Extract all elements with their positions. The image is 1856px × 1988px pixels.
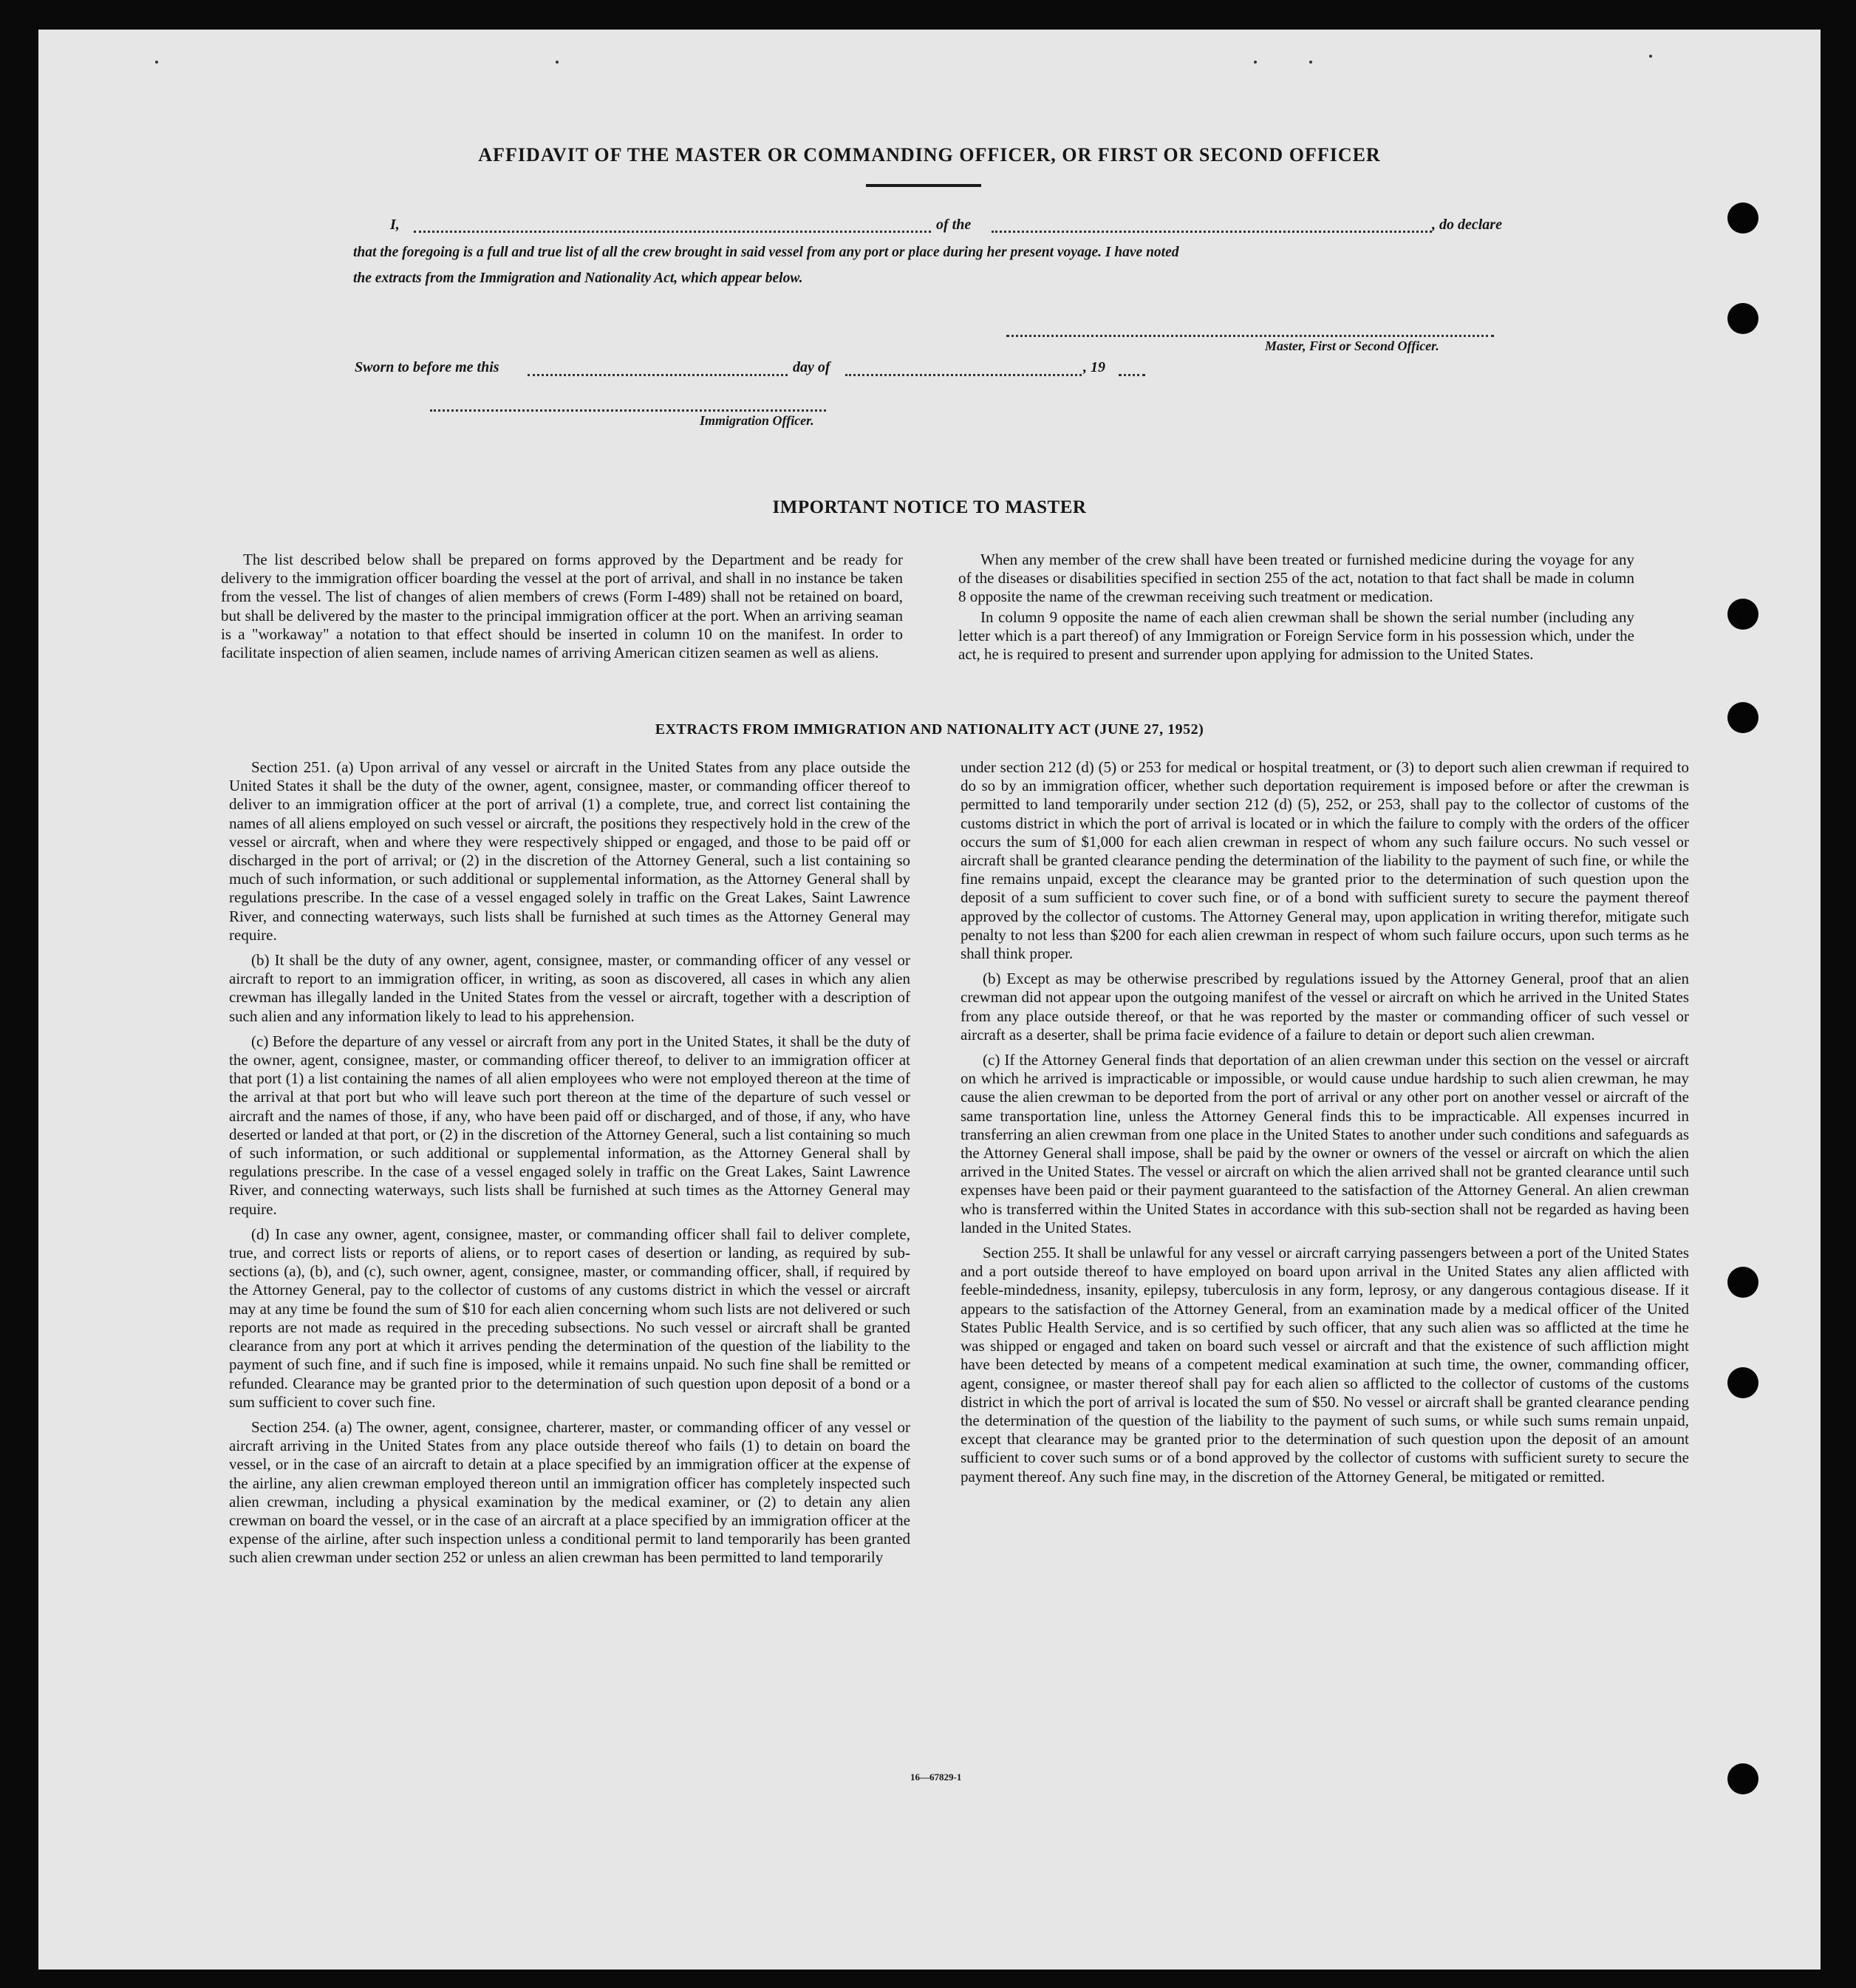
notice-title: IMPORTANT NOTICE TO MASTER (772, 497, 1087, 517)
affidavit-declare-label: , do declare (1432, 217, 1502, 233)
affidavit-statement-cont: the extracts from the Immigration and Nationality Act, which appear below. (353, 270, 803, 286)
extract-paragraph: Section 255. It shall be unlawful for any vessel or aircraft carrying passengers between a port of the United States and a port outside thereof to have employed on board upon arrival in the United States any alien afflicted with feeble-mindedness, insanity, epilepsy, tuberculosis in any form, leprosy, or any dangerous contagious disease. If it appears to the satisfaction of the Attorney General, from an examination made by a medical officer of the United States Public Health Service, and is so certified by such officer, that any such alien was so afflicted at the time he was shipped or engaged and taken on board such vessel or aircraft and that the existence of such affliction might have been detected by means of a competent medical examination at such time, the owner, commanding officer, agent, consignee, or master thereof shall pay for each alien so afflicted to the collector of customs of the customs district in which the port of arrival is located the sum of $50. No vessel or aircraft shall be granted clearance pending the determination of the question of the liability to the payment of such sums, or while such sums remain unpaid, except that clearance may be granted prior to the determination of such question upon the deposit of an amount sufficient to cover such sums or of a bond approved by the collector of customs with sufficient surety to secure the payment thereof. Any such fine may, in the discretion of the Attorney General, be mitigated or remitted. (961, 1244, 1689, 1485)
extract-paragraph: under section 212 (d) (5) or 253 for medical or hospital treatment, or (3) to deport such alien crewman if required to do so by an immigration officer, whether such deportation requirement is imposed before or after the crewman is permitted to land temporarily under section 212 (d) (5), 252, or 253, shall pay to the collector of customs of the customs district in which the port of arrival is located or in which the failure to comply with the orders of the officer occurs the sum of $1,000 for each alien crewman in respect of whom any such failure occurs. No such vessel or aircraft shall be granted clearance pending the determination of the liability to the payment of such fine, or while the fine remains unpaid, except the clearance may be granted prior to the determination of such question upon the deposit of a sum sufficient to cover such fine, or of a bond with sufficient surety to secure the payment thereof approved by the collector of customs. The Attorney General may, upon application in writing therefor, mitigate such penalty to not less than $200 for each alien crewman in respect of whom such failure occurs, upon such terms as he shall think proper. (961, 758, 1689, 963)
binder-hole (1727, 1763, 1758, 1794)
year-label: , 19 (1083, 359, 1105, 375)
notice-right-paragraph-1: When any member of the crew shall have been treated or furnished medicine during the voyage for any of the diseases or disabilities specified in section 255 of the act, notation to that fact shall be made in column 8 opposite the name of the crewman receiving such treatment or medication. (958, 551, 1634, 606)
binder-hole (1727, 1267, 1758, 1298)
sworn-label: Sworn to before me this (355, 359, 499, 375)
notice-left-paragraph: The list described below shall be prepared on forms approved by the Department and be ready for delivery to the immigration officer boarding the vessel at the port of arrival, and shall in no instance be taken from the vessel. The list of changes of alien members of crews (Form I-489) shall not be retained on board, but shall be delivered by the master to the principal immigration officer at the port. When an arriving seaman is a "workaway" a notation to that effect should be inserted in column 10 on the manifest. In order to facilitate inspection of alien seamen, include names of arriving American citizen seamen as well as aliens. (221, 551, 903, 662)
scan-speck (1254, 61, 1257, 64)
extracts-title: EXTRACTS FROM IMMIGRATION AND NATIONALITY ACT (JUNE 27, 1952) (655, 721, 1204, 738)
notice-left-column (221, 551, 903, 669)
extract-paragraph: (c) Before the departure of any vessel or aircraft from any port in the United States, it shall be the duty of the owner, agent, consignee, master, or commanding officer thereof, to deliver to an immigration officer at that port (1) a list containing the names of all alien employees who were not employed thereon at the time of the arrival at that port but who will leave such port thereon at the time of the departure of such vessel or aircraft and the names of those, if any, who have been paid off or discharged, and of those, if any, who have deserted or landed at that port, or (2) in the discretion of the Attorney General, such a list containing so much of such information, or such additional or supplemental information, as the Attorney General shall by regulations prescribe. In the case of a vessel engaged solely in traffic on the Great Lakes, Saint Lawrence River, and connecting waterways, such lists shall be furnished at such times as the Attorney General may require. (229, 1032, 910, 1218)
scan-speck (1649, 55, 1652, 58)
scan-speck (556, 61, 559, 64)
month-blank[interactable] (845, 374, 1082, 376)
master-signature-label: Master, First or Second Officer. (1265, 338, 1439, 353)
binder-hole (1727, 303, 1758, 334)
scan-speck (1309, 61, 1312, 64)
affidavit-title: AFFIDAVIT OF THE MASTER OR COMMANDING OFFICER, OR FIRST OR SECOND OFFICER (478, 144, 1381, 166)
extracts-left-column (229, 758, 910, 1574)
binder-hole (1727, 1367, 1758, 1398)
immigration-officer-blank[interactable] (430, 409, 826, 412)
master-signature-blank[interactable] (1006, 335, 1494, 337)
extract-paragraph: (b) Except as may be otherwise prescribed by regulations issued by the Attorney General, proof that an alien crewman did not appear upon the outgoing manifest of the vessel or aircraft on which he arrived in the United States from any place outside thereof, or that he was reported by the master or commanding officer of such vessel or aircraft as a deserter, shall be prima facie evidence of a failure to detain or deport such alien crewman. (961, 970, 1689, 1044)
extract-paragraph: Section 254. (a) The owner, agent, consignee, charterer, master, or commanding officer of any vessel or aircraft arriving in the United States from any place outside thereof who fails (1) to detain on board the vessel, or in the case of an aircraft to detain at a place specified by an immigration officer at the expense of the airline, any alien crewman employed thereon until an immigration officer has completely inspected such alien crewman, including a physical examination by the medical examiner, or (2) to detain any alien crewman on board the vessel, or in the case of an aircraft at a place specified by an immigration officer at the expense of the airline, after such inspection unless a conditional permit to land temporarily has been granted such alien crewman under section 252 or unless an alien crewman has been permitted to land temporarily (229, 1417, 910, 1567)
immigration-officer-label: Immigration Officer. (700, 413, 814, 428)
extract-paragraph: (c) If the Attorney General finds that deportation of an alien crewman under this section on the vessel or aircraft on which he arrived is impracticable or impossible, or would cause undue hardship to such alien crewman, he may cause the alien crewman to be deported from the port of arrival or any other port on another vessel or aircraft of the same transportation line, unless the Attorney General finds this to be impracticable. All expenses incurred in transferring an alien crewman from one place in the United States to another under such conditions and safeguards as the Attorney General shall impose, shall be paid by the owner or owners of the vessel or aircraft on which the alien arrived in the United States. The vessel or aircraft on which the alien arrived shall not be granted clearance until such expenses have been paid or their payment guaranteed to the satisfaction of the Attorney General. An alien crewman who is transferred within the United States in accordance with this sub-section shall not be regarded as having been landed in the United States. (961, 1051, 1689, 1236)
day-of-label: day of (793, 359, 830, 375)
sworn-date-blank[interactable] (528, 374, 788, 376)
notice-right-paragraph-2: In column 9 opposite the name of each alien crewman shall be shown the serial number (including any letter which is a part thereof) of any Immigration or Foreign Service form in his possession which, under the act, he is required to present and surrender upon applying for admission to the United States. (958, 607, 1634, 664)
extracts-right-column (961, 758, 1689, 1493)
binder-hole (1727, 702, 1758, 733)
scan-speck (155, 61, 158, 64)
affidavit-i-label: I, (390, 217, 400, 233)
binder-hole (1727, 202, 1758, 234)
title-rule (866, 184, 981, 187)
vessel-blank[interactable] (992, 231, 1432, 233)
document-page (38, 30, 1821, 1970)
notice-right-column (958, 551, 1634, 670)
name-blank[interactable] (414, 231, 931, 233)
extract-paragraph: Section 251. (a) Upon arrival of any vessel or aircraft in the United States from any place outside the United States it shall be the duty of the owner, agent, consignee, master, or commanding officer thereof to deliver to an immigration officer at the port of arrival (1) a complete, true, and correct list containing the names of all aliens employed on such vessel or aircraft, the positions they respectively hold in the crew of the vessel or aircraft, when and where they were respectively shipped or engaged, and those to be paid off or discharged in the port of arrival; or (2) in the discretion of the Attorney General, such a list containing so much of such information, or such additional or supplemental information, as the Attorney General shall by regulations prescribe. In the case of a vessel engaged solely in traffic on the Great Lakes, Saint Lawrence River, and connecting waterways, such lists shall be furnished at such times as the Attorney General may require. (229, 758, 910, 944)
extract-paragraph: (b) It shall be the duty of any owner, agent, consignee, master, or commanding officer of any vessel or aircraft to report to an immigration officer, in writing, as soon as discovered, all cases in which any alien crewman has illegally landed in the United States from the vessel or aircraft, together with a description of such alien and any information likely to lead to his apprehension. (229, 951, 910, 1025)
affidavit-of-the-label: of the (936, 217, 972, 233)
affidavit-statement: that the foregoing is a full and true list of all the crew brought in said vessel from any port or place during her present voyage. I have noted (353, 245, 1179, 260)
form-number: 16—67829-1 (910, 1771, 962, 1783)
extract-paragraph: (d) In case any owner, agent, consignee, master, or commanding officer shall fail to deliver complete, true, and correct lists or reports of aliens, or to report cases of desertion or landing, as required by sub-sections (a), (b), and (c), such owner, agent, consignee, master, or commanding officer, shall, if required by the Attorney General, pay to the collector of customs of any customs district in which the vessel or aircraft may at any time be found the sum of $10 for each alien concerning whom such lists are not delivered or such reports are not made as required in the preceding subsections. No such vessel or aircraft shall be granted clearance from any port at which it arrives pending the determination of the question of the liability to the payment of such fine, and if such fine is imposed, while it remains unpaid. No such fine shall be remitted or refunded. Clearance may be granted prior to the determination of such question upon deposit of a bond or a sum sufficient to cover such fine. (229, 1225, 910, 1411)
year-blank[interactable] (1119, 374, 1145, 376)
binder-hole (1727, 599, 1758, 630)
